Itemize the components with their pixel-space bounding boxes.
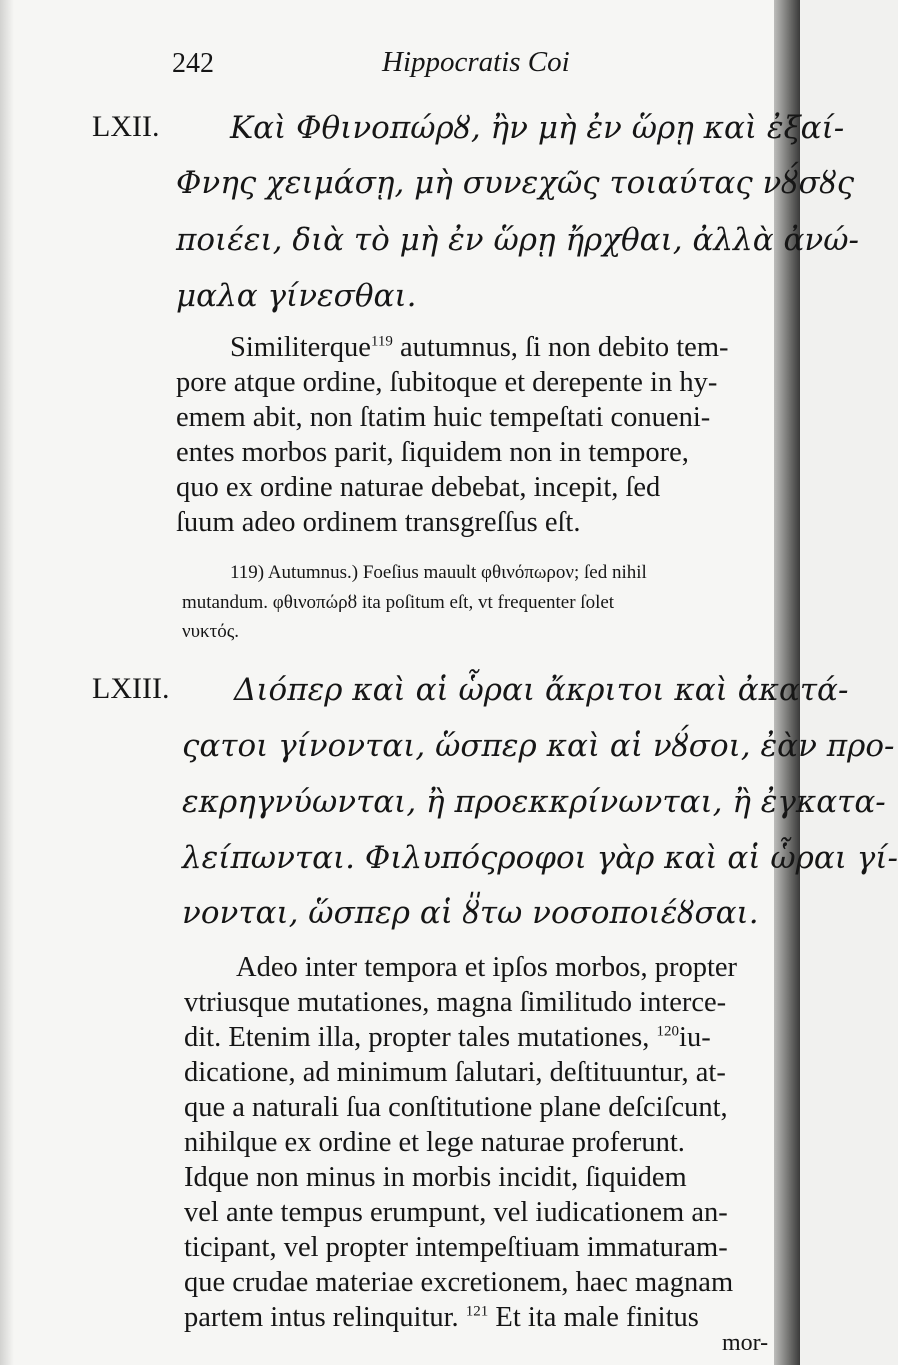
latin-text-line: ſuum adeo ordinem transgreſſus eſt. bbox=[176, 507, 581, 538]
footnote-marker: 121 bbox=[465, 1303, 489, 1320]
latin-text-line: ticipant, vel propter intempeſtiuam immaturam- bbox=[184, 1232, 728, 1263]
catchword: mor- bbox=[722, 1330, 769, 1356]
latin-text-line: pore atque ordine, ſubitoque et derepente in hy- bbox=[176, 367, 718, 398]
latin-text-line: quo ex ordine naturae debebat, incepit, ſed bbox=[176, 472, 661, 503]
latin-text-line: Idque non minus in morbis incidit, ſiquidem bbox=[184, 1162, 687, 1193]
latin-text-line: partem intus relinquitur. $^{121}$ Et ita male finitus bbox=[184, 1302, 699, 1333]
footnote-line: νυκτός. bbox=[182, 621, 239, 642]
greek-text-line: Φνης χειμάσῃ, μὴ συνεχῶς τοιαύτας νȣ́σȣς bbox=[176, 165, 855, 201]
latin-text-line: dit. Etenim illa, propter tales mutationes, $^{120}$iu- bbox=[184, 1022, 711, 1053]
greek-text-line: μαλα γίνεσθαι. bbox=[176, 278, 417, 314]
latin-text-line: vel ante tempus erumpunt, vel iudicationem an- bbox=[184, 1197, 728, 1228]
latin-text-line: Similiterque$^{119}$ autumnus, ſi non debito tem- bbox=[230, 332, 729, 363]
page-gutter-shadow bbox=[0, 0, 14, 1365]
latin-text-line: emem abit, non ſtatim huic tempeſtati conueni- bbox=[176, 402, 711, 433]
latin-text-line: Adeo inter tempora et ipſos morbos, propter bbox=[236, 952, 738, 983]
latin-text-line: vtriusque mutationes, magna ſimilitudo interce- bbox=[184, 987, 727, 1018]
greek-text-line: Καὶ Φθινοπώρȣ, ἢν μὴ ἐν ὥρῃ καὶ ἐξαί- bbox=[230, 110, 845, 146]
footnote-marker: 119 bbox=[370, 333, 393, 350]
page-number: 242 bbox=[172, 48, 214, 79]
latin-text-line: dicatione, ad minimum ſalutari, deſtituuntur, at- bbox=[184, 1057, 726, 1088]
latin-text-line: nihilque ex ordine et lege naturae proferunt. bbox=[184, 1127, 685, 1158]
greek-text-line: εκρηγνύωνται, ἢ προεκκρίνωνται, ἢ ἐγκατα- bbox=[182, 784, 886, 820]
footnote-line: mutandum. φθινοπώρȣ ita poſitum eſt, vt frequenter ſolet bbox=[182, 592, 615, 613]
running-head: Hippocratis Coi bbox=[382, 46, 570, 78]
footnote-line: 119) Autumnus.) Foeſius mauult φθινόπωρον; ſed nihil bbox=[230, 562, 647, 583]
section-number: LXIII. bbox=[92, 672, 170, 705]
latin-text-line: entes morbos parit, ſiquidem non in tempore, bbox=[176, 437, 689, 468]
greek-text-line: λείπωνται. Φιλυπόςροφοι γὰρ καὶ αἱ ὧραι γί- bbox=[182, 840, 898, 876]
latin-text-line: que crudae materiae excretionem, haec magnam bbox=[184, 1267, 734, 1298]
greek-text-line: ςατοι γίνονται, ὥσπερ καὶ αἱ νȣ́σοι, ἐὰν προ- bbox=[182, 728, 895, 764]
greek-text-line: ποιέει, διὰ τὸ μὴ ἐν ὥρῃ ἤρχθαι, ἀλλὰ ἀνώ- bbox=[176, 222, 860, 258]
latin-text-line: que a naturali ſua conſtitutione plane deſciſcunt, bbox=[184, 1092, 728, 1123]
footnote-marker: 120 bbox=[656, 1023, 680, 1040]
greek-text-line: Διόπερ καὶ αἱ ὧραι ἄκριτοι καὶ ἀκατά- bbox=[234, 672, 849, 708]
section-number: LXII. bbox=[92, 110, 160, 143]
greek-text-line: νονται, ὥσπερ αἱ ȣ̎τω νοσοποιέȣσαι. bbox=[182, 895, 759, 931]
